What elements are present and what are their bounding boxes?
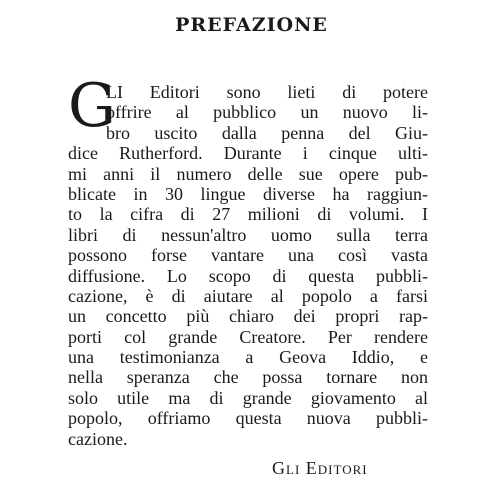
text-line: popolo, offriamo questa nuova pubbli- — [68, 408, 428, 429]
text-line: cazione. — [68, 428, 128, 449]
text-line: mi anni il numero delle sue opere pub- — [68, 163, 428, 184]
page-title: PREFAZIONE — [175, 14, 328, 36]
drop-cap: G — [68, 71, 116, 141]
text-line: possono forse vantare una così vasta — [68, 245, 428, 266]
text-line: diffusione. Lo scopo di questa pubbli- — [68, 265, 428, 286]
text-line: offrire al pubblico un nuovo li- — [106, 102, 428, 123]
text-line: dice Rutherford. Durante i cinque ulti- — [68, 143, 428, 164]
text-line: to la cifra di 27 milioni di volumi. I — [68, 204, 428, 225]
text-line: solo utile ma di grande giovamento al — [68, 387, 428, 408]
text-line: una testimonianza a Geova Iddio, e — [68, 347, 428, 368]
preface-paragraph — [68, 82, 428, 449]
text-line: bro uscito dalla penna del Giu- — [106, 122, 428, 143]
text-line: cazione, è di aiutare al popolo a farsi — [68, 285, 428, 306]
text-line: blicate in 30 lingue diverse ha raggiun- — [68, 183, 428, 204]
text-line: nella speranza che possa tornare non — [68, 367, 428, 388]
text-line: un concetto più chiaro dei propri rap- — [68, 306, 428, 327]
text-line: libri di nessun'altro uomo sulla terra — [68, 224, 428, 245]
text-line: LI Editori sono lieti di potere — [106, 82, 428, 102]
text-line: porti col grande Creatore. Per rendere — [68, 326, 428, 347]
signature: Gli Editori — [272, 458, 368, 478]
